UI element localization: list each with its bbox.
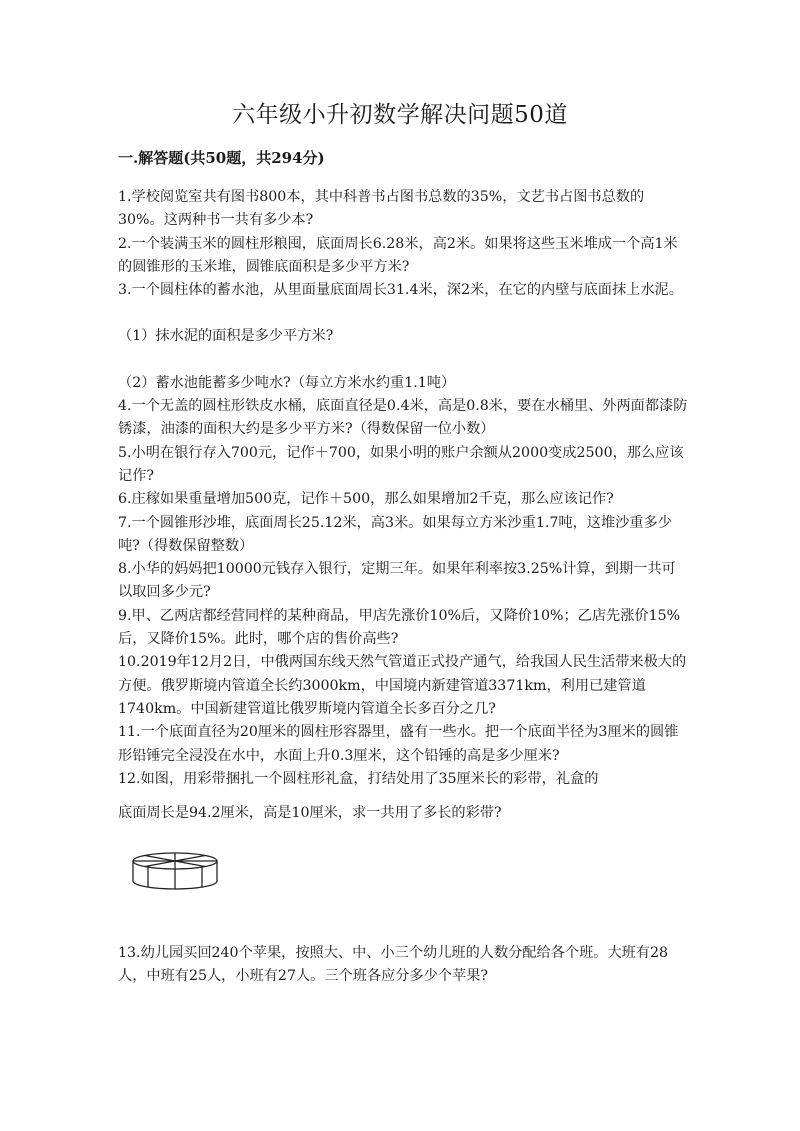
question-9: 9.甲、乙两店都经营同样的某种商品，甲店先涨价10%后，又降价10%；乙店先涨价15%后，又降价15%。此时，哪个店的售价高些?: [118, 607, 681, 648]
question-12-continued: 底面周长是94.2厘米，高是10厘米，求一共用了多长的彩带?: [118, 805, 502, 822]
question-3-part-1: （1）抹水泥的面积是多少平方米?: [118, 328, 334, 345]
question-list: [118, 186, 688, 988]
question-8: 8.小华的妈妈把10000元钱存入银行，定期三年。如果年利率按3.25%计算，到期一共可以取回多少元?: [118, 561, 676, 601]
question-2: 2.一个装满玉米的圆柱形粮囤，底面周长6.28米，高2米。如果将这些玉米堆成一个高1米的圆锥形的玉米堆，圆锥底面积是多少平方米?: [118, 235, 678, 275]
page-title: 六年级小升初数学解决问题50道: [232, 102, 568, 128]
question-7: 7.一个圆锥形沙堆，底面周长25.12米，高3米。如果每立方米沙重1.7吨，这堆沙重多少吨?（得数保留整数）: [118, 514, 672, 554]
question-1: 1.学校阅览室共有图书800本，其中科普书占图书总数的35%，文艺书占图书总数的30%。这两种书一共有多少本?: [118, 189, 645, 229]
question-6: 6.庄稼如果重量增加500克，记作＋500，那么如果增加2千克，那么应该记作?: [118, 491, 614, 508]
question-13: 13.幼儿园买回240个苹果，按照大、中、小三个幼儿班的人数分配给各个班。大班有28人，中班有25人，小班有27人。三个班各应分多少个苹果?: [118, 944, 669, 985]
question-3: 3.一个圆柱体的蓄水池，从里面量底面周长31.4米，深2米，在它的内壁与底面抹上水泥。: [118, 282, 683, 299]
gift-box-figure: [130, 849, 220, 897]
section-heading: 一.解答题(共50题，共294分): [118, 149, 325, 167]
question-4: 4.一个无盖的圆柱形铁皮水桶，底面直径是0.4米，高是0.8米，要在水桶里、外两面都漆防锈漆，油漆的面积大约是多少平方米?（得数保留一位小数）: [118, 398, 688, 438]
question-5: 5.小明在银行存入700元，记作＋700，如果小明的账户余额从2000变成2500，那么应该记作?: [118, 444, 684, 484]
question-3-part-2: （2）蓄水池能蓄多少吨水?（每立方米水约重1.1吨）: [118, 374, 456, 391]
question-11: 11.一个底面直径为20厘米的圆柱形容器里，盛有一些水。把一个底面半径为3厘米的圆锥形铅锤完全浸没在水中，水面上升0.3厘米，这个铅锤的高是多少厘米?: [118, 724, 679, 764]
question-10: 10.2019年12月2日，中俄两国东线天然气管道正式投产通气，给我国人民生活带来极大的方便。俄罗斯境内管道全长约3000km，中国境内新建管道3371km，利用已建管道1740km。中国新建管道比俄罗斯境内管道全长多百分之几?: [118, 654, 687, 717]
question-12: 12.如图，用彩带捆扎一个圆柱形礼盒，打结处用了35厘米长的彩带，礼盒的: [118, 770, 599, 787]
